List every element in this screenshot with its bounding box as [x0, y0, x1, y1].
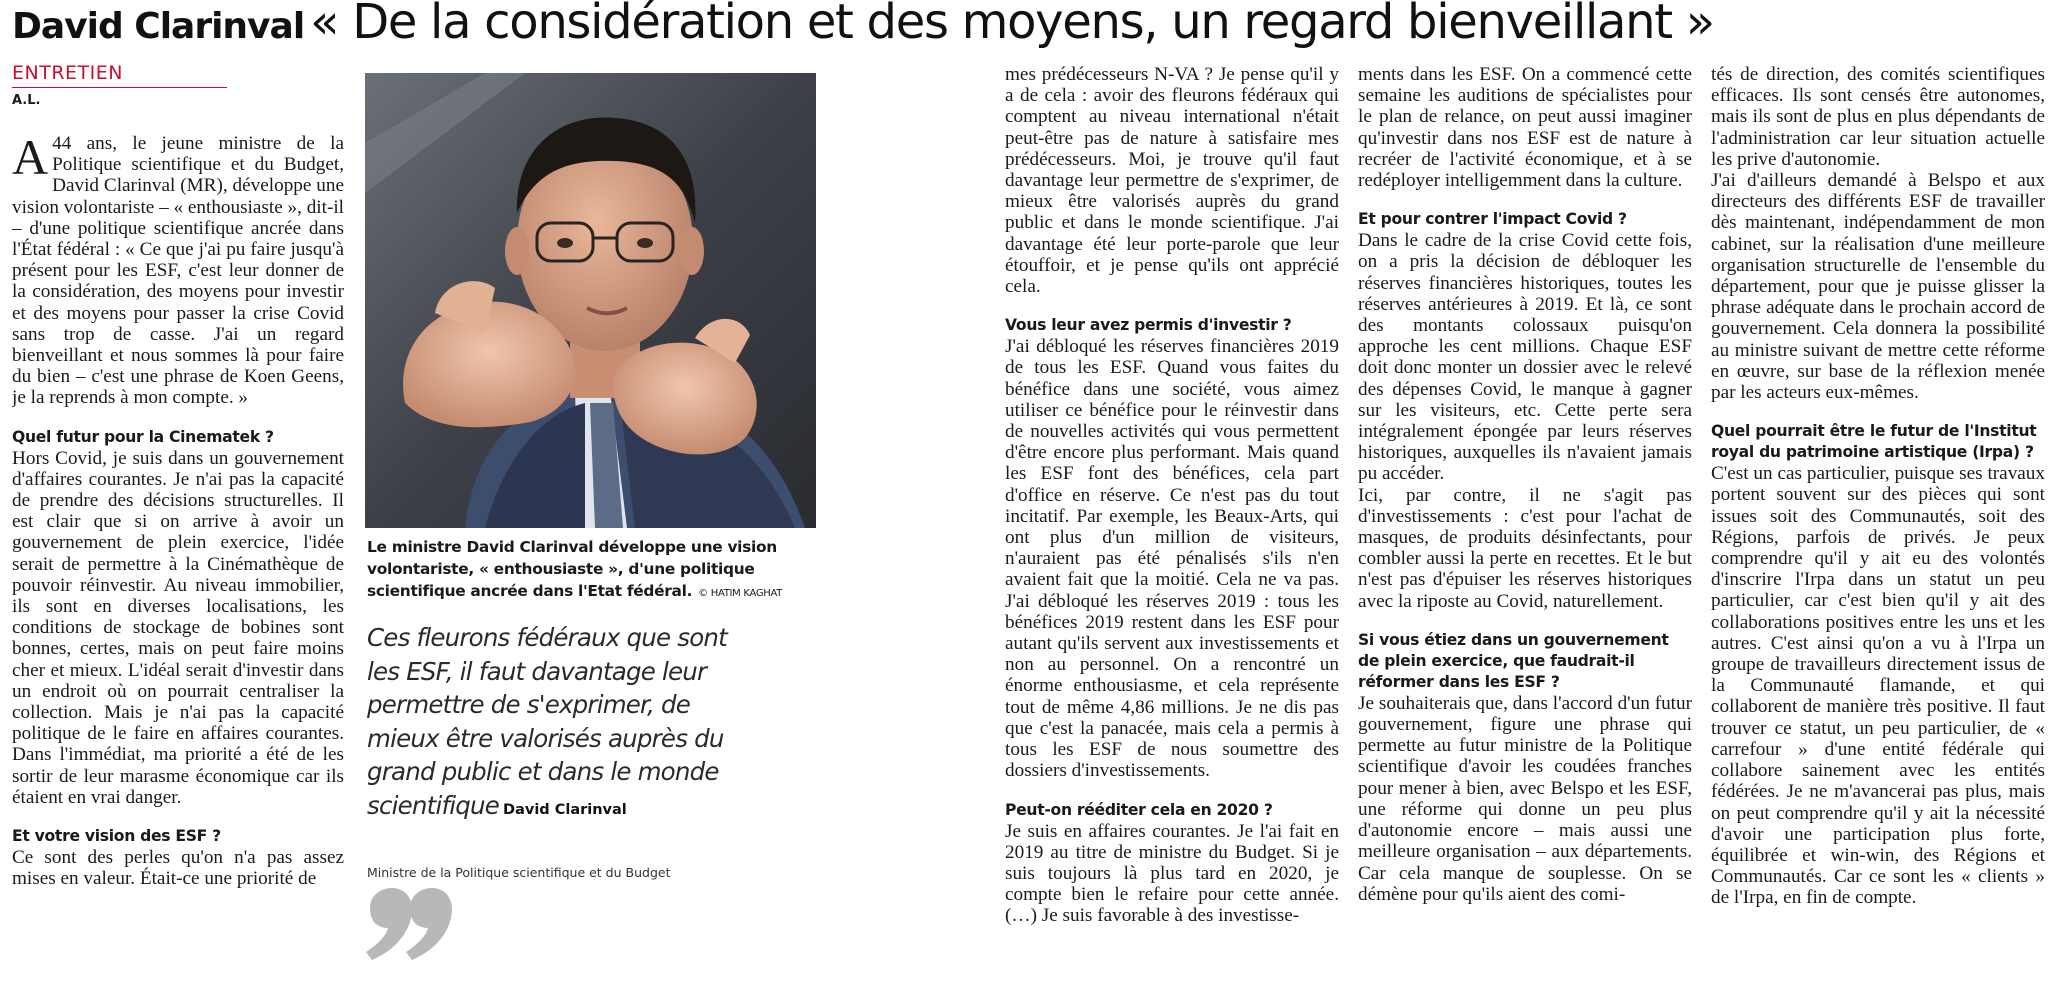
answer-paragraph: Dans le cadre de la crise Covid cette fois, on a pris la décision de débloquer les réserves financières historiques, toutes les réserves antérieures à 2019. Et là, ce sont des montants colossaux puisqu'on approche les cent millions. Chaque ESF doit donc monter un dossier avec le relevé des dépenses Covid, le manque à gagner sur les visiteurs, etc. Cette perte sera intégralement épongée par leurs réserves historiques, auxquelles ils n'avaient jamais pu accéder. [1358, 230, 1692, 485]
headline-name: David Clarinval [12, 6, 305, 47]
author-byline: A.L. [12, 93, 41, 108]
pull-quote-speaker: David Clarinval [503, 801, 627, 818]
photo-caption-text: Le ministre David Clarinval développe une vision volontariste, « enthousiaste », d'une politique scientifique ancrée dans l'Etat fédéral. [367, 538, 777, 600]
paragraph: mes prédécesseurs N-VA ? Je pense qu'il y a de cela : avoir des fleurons fédéraux qui comptent au niveau international n'était peut-être pas de nature à satisfaire mes prédécesseurs. Moi, je trouve qu'il faut davantage leur permettre de s'exprimer, de mieux être valorisés auprès du grand public et dans le monde scientifique. J'ai davantage été leur porte-parole que leur étouffoir, et je pense qu'ils ont apprécié cela. [1005, 64, 1339, 298]
pull-quote [367, 621, 762, 827]
answer-paragraph: Ce sont des perles qu'on n'a pas assez mises en valeur. Était-ce une priorité de [12, 847, 344, 890]
quotation-mark-icon [362, 888, 457, 960]
intro-paragraph: A 44 ans, le jeune ministre de la Politique scientifique et du Budget, David Clarinval (MR), développe une vision volontariste – « enthousiaste », dit-il – d'une politique scientifique ancrée dans l'État fédéral : « Ce que j'ai pu faire jusqu'à présent pour les ESF, c'est leur donner de la considération, des moyens pour investir et des moyens pour passer la crise Covid sans trop de casse. J'ai un regard bienveillant et nous sommes là pour faire du bien – c'est une phrase de Koen Geens, je la reprends à mon compte. » [12, 133, 344, 409]
headline [12, 0, 1714, 50]
question-heading: Vous leur avez permis d'investir ? [1005, 316, 1292, 335]
photo-credit: © HATIM KAGHAT [698, 588, 783, 599]
drop-cap: A [12, 133, 49, 185]
paragraph: tés de direction, des comités scientifiques efficaces. Ils sont censés être autonomes, mais ils sont de plus en plus dépendants de l'administration car leur situation actuelle les prive d'autonomie. [1711, 64, 2045, 170]
question-heading: Quel futur pour la Cinematek ? [12, 427, 274, 446]
question-heading: Et votre vision des ESF ? [12, 827, 221, 846]
article-column-1 [12, 133, 344, 1001]
answer-paragraph: Ici, par contre, il ne s'agit pas d'investissements : c'est pour l'achat de masques, de produits désinfectants, pour combler aussi la perte en recettes. Et le but n'est pas d'épuiser les réserves historiques avec la riposte au Covid, naturellement. [1358, 484, 1692, 612]
answer-paragraph: C'est un cas particulier, puisque ses travaux portent souvent sur des pièces qui sont issues soit des Communautés, soit des Régions, parfois de privés. Je peux comprendre qu'il y ait eu des volontés d'inscrire l'Irpa dans un statut un peu particulier, car c'est bien qu'il y ait des collaborations positives entre les uns et les autres. C'est ainsi qu'on a vu à l'Irpa un groupe de travailleurs directement issus de la Communauté flamande, et qui collaborent de manière très positive. Il faut trouver ce statut, un peu particulier, de « carrefour » d'une entité fédérale qui collabore sainement avec les entités fédérées. Je ne m'avancerai pas plus, mais on peut comprendre qu'il y ait la nécessité d'avoir une participation plus forte, équilibrée et win-win, des Régions et Communautés. Car ce sont les « clients » de l'Irpa, en fin de compte. [1711, 463, 2045, 909]
article-column-4 [1711, 64, 2045, 1001]
rubric-divider [12, 87, 227, 88]
article-column-3 [1358, 64, 1692, 1001]
headline-quote: « De la considération et des moyens, un regard bienveillant » [310, 0, 1714, 50]
paragraph: J'ai d'ailleurs demandé à Belspo et aux directeurs des différents ESF de travailler dès maintenant, indépendamment de mon cabinet, sur la réalisation d'une meilleure organisation structurelle de l'ensemble du département, pour que je puisse glisser la phrase adéquate dans le prochain accord de gouvernement. Cela donnera la possibilité au ministre suivant de mettre cette réforme en œuvre, sur base de la réflexion menée par les acteurs eux-mêmes. [1711, 170, 2045, 404]
answer-paragraph: J'ai débloqué les réserves financières 2019 de tous les ESF. Quand vous faites du bénéfice dans une société, vous aimez utiliser ce bénéfice pour le réinvestir dans de nouvelles activités qui vous permettent d'être encore plus performant. Mais quand les ESF font des bénéfices, cela part d'office en réserve. Ce n'est pas du tout incitatif. Par exemple, les Beaux-Arts, qui ont plus d'un million de visiteurs, n'auraient pas été pénalisés s'ils n'en avaient fait que la moitié. Cela ne va pas. J'ai débloqué les réserves 2019 : tous les bénéfices 2019 restent dans les ESF pour autant qu'ils servent aux investissements et non au personnel. On a rencontré un énorme enthousiasme, et cela représente tout de même 4,86 millions. Je ne dis pas que c'est la panacée, mais cela a permis à tous les ESF de nous soumettre des dossiers d'investissements. [1005, 336, 1339, 782]
portrait-illustration [365, 73, 816, 528]
answer-paragraph: Hors Covid, je suis dans un gouvernement d'affaires courantes. Je n'ai pas la capacité de prendre des décisions structurelles. Il est clair que si on arrive à avoir un gouvernement de plein exercice, l'idée serait de permettre à la Cinémathèque de pouvoir réinvestir. Au niveau immobilier, ils sont en diverses localisations, les conditions de stockage de bobines sont bonnes, certes, mais on peut faire moins cher et mieux. L'idéal serait d'investir dans un endroit où on pourrait centraliser la collection. Mais je n'ai pas la capacité politique de le faire en affaires courantes. Dans l'immédiat, ma priorité a été de les sortir de leur marasme économique car ils étaient en vrai danger. [12, 447, 344, 808]
answer-paragraph: Je suis en affaires courantes. Je l'ai fait en 2019 au titre de ministre du Budget. Si je suis toujours là plus tard en 2020, je compte bien le refaire pour cette année. (…) Je suis favorable à des investisse- [1005, 820, 1339, 927]
question-heading: Quel pourrait être le futur de l'Institut royal du patrimoine artistique (Irpa) ? [1711, 422, 2037, 462]
answer-paragraph: Je souhaiterais que, dans l'accord d'un futur gouvernement, figure une phrase qui permette au futur ministre de la Politique scientifique d'avoir les coudées franches pour mener à bien, avec Belspo et les ESF, une réforme qui donne un peu plus d'autonomie encore – mais aussi une meilleure organisation – aux départements. Car cela manque de souplesse. On se démène pour qu'ils aient des comi- [1358, 692, 1692, 905]
minister-photo [365, 73, 816, 528]
pull-quote-role: Ministre de la Politique scientifique et du Budget [367, 865, 671, 880]
question-heading: Peut-on rééditer cela en 2020 ? [1005, 800, 1273, 819]
paragraph: ments dans les ESF. On a commencé cette semaine les auditions de spécialistes pour le plan de relance, on peut aussi imaginer qu'investir dans nos ESF est de nature à recréer de l'activité économique, et à se redéployer intelligemment dans la culture. [1358, 64, 1692, 192]
photo-caption [367, 536, 827, 605]
article-column-2 [1005, 64, 1339, 1001]
question-heading: Si vous étiez dans un gouvernement de plein exercice, que faudrait-il réformer dans les ESF ? [1358, 630, 1669, 691]
pull-quote-text: Ces fleurons fédéraux que sont les ESF, il faut davantage leur permettre de s'exprimer, de mieux être valorisés auprès du grand public et dans le monde scientifique [367, 623, 727, 820]
section-rubric: ENTRETIEN [12, 62, 123, 84]
question-heading: Et pour contrer l'impact Covid ? [1358, 210, 1627, 229]
